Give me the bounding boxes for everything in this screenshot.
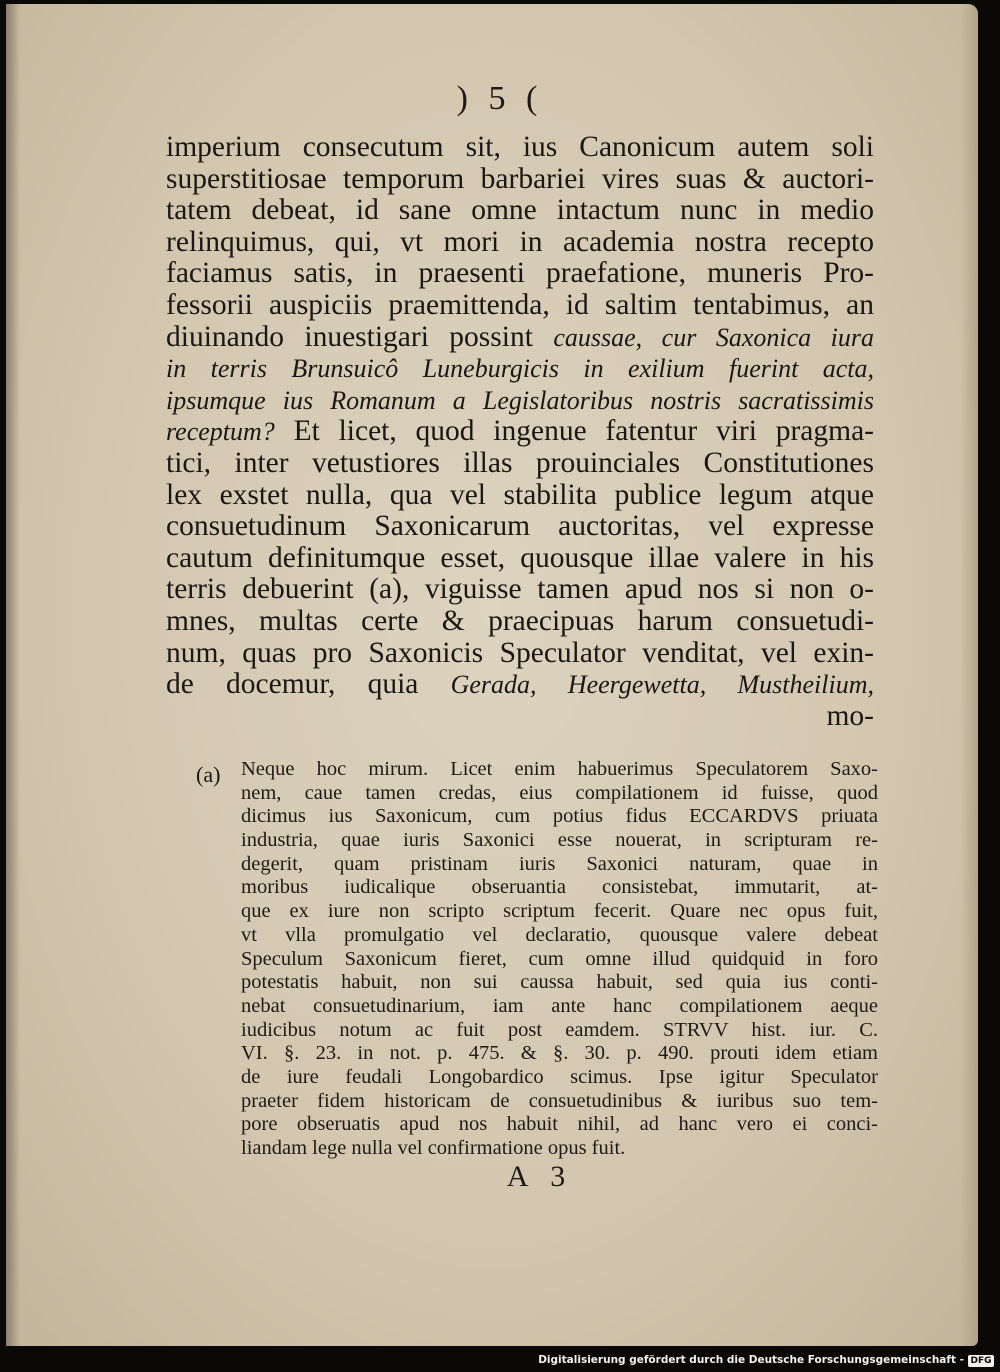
page-number: ) 5 ( xyxy=(456,80,544,117)
page-gutter-shadow xyxy=(6,4,20,1346)
text-line: consuetudinum Saxonicarum auctoritas, vel expresse xyxy=(166,510,874,543)
text-line xyxy=(166,385,874,417)
footnote-line: iudicibus notum ac fuit post eamdem. STRVV hist. iur. C. xyxy=(241,1018,878,1041)
text-line: superstitiosae temporum barbariei vires suas & auctori- xyxy=(166,162,874,195)
italic-question: in terris Brunsuicô Luneburgicis in exilium fuerint acta, xyxy=(166,354,874,384)
text-line: cautum definitumque esset, quousque illae valere in his xyxy=(166,541,874,574)
italic-question: ipsumque ius Romanum a Legislatoribus nostris sacratissimis xyxy=(166,385,874,415)
catchword: mo- xyxy=(826,699,874,732)
footnote-line: degerit, quam pristinam iuris Saxonici naturam, quae in xyxy=(241,852,878,875)
footnote-line: nebat consuetudinarium, iam ante hanc compilationem aeque xyxy=(241,994,878,1017)
footnote-line: que ex iure non scripto scriptum fecerit. Quare nec opus fuit, xyxy=(241,900,878,923)
page-edge-shadow xyxy=(960,4,978,1346)
footnote-line: vt vlla promulgatio vel declaratio, quousque valere debeat xyxy=(241,923,878,946)
text-line: imperium consecutum sit, ius Canonicum autem soli xyxy=(166,131,874,163)
footnote-marker: (a) xyxy=(196,762,221,787)
footnote xyxy=(241,758,878,1161)
footnote-line: nem, caue tamen credas, eius compilationem id fuisse, quod xyxy=(241,781,878,804)
footnote-reference: (a), xyxy=(369,573,410,606)
footnote-line: Neque hoc mirum. Licet enim habuerimus Speculatorem Saxo- xyxy=(241,758,878,780)
footnote-line: industria, quae iuris Saxonici esse nouerat, in scripturam re- xyxy=(241,829,878,852)
text-line xyxy=(166,669,874,701)
text-line: faciamus satis, in praesenti praefatione, muneris Pro- xyxy=(166,257,874,290)
text-line: mnes, multas certe & praecipuas harum consuetudi- xyxy=(166,604,874,637)
italic-question: caussae, cur Saxonica iura xyxy=(553,322,874,352)
text-line xyxy=(166,416,874,448)
footnote-line: potestatis habuit, non sui caussa habuit, sed quia ius conti- xyxy=(241,971,878,994)
digitization-credit: Digitalisierung gefördert durch die Deutsche Forschungsgemeinschaft - xyxy=(538,1354,964,1366)
text-line xyxy=(166,353,874,385)
text-line: num, quas pro Saxonicis Speculator venditat, vel exin- xyxy=(166,636,874,669)
footnote-line: de iure feudali Longobardico scimus. Ipse igitur Speculator xyxy=(241,1065,878,1088)
text-segment: de docemur, quia xyxy=(166,668,419,701)
main-text xyxy=(166,132,874,732)
text-line xyxy=(166,322,874,354)
dfg-logo-icon: DFG xyxy=(968,1355,994,1367)
footnote-line: VI. §. 23. in not. p. 475. & §. 30. p. 490. prouti idem etiam xyxy=(241,1042,878,1065)
footnote-line: praeter fidem historicam de consuetudinibus & iuribus suo tem- xyxy=(241,1089,878,1112)
text-segment: viguisse tamen apud nos si non o- xyxy=(424,573,875,606)
text-line: fessorii auspiciis praemittenda, id saltim tentabimus, an xyxy=(166,288,874,321)
footnote-line: pore obseruatis apud nos habuit nihil, ad hanc vero ei conci- xyxy=(241,1113,878,1136)
text-line: relinquimus, qui, vt mori in academia nostra recepto xyxy=(166,225,874,258)
text-line: tatem debeat, id sane omne intactum nunc in medio xyxy=(166,194,874,227)
footnote-line: moribus iudicalique obseruantia consistebat, immutarit, at- xyxy=(241,876,878,899)
footnote-line: dicimus ius Saxonicum, cum potius fidus ECCARDVS priuata xyxy=(241,805,878,828)
italic-terms: Gerada, Heergewetta, Mustheilium, xyxy=(450,670,874,700)
text-line xyxy=(166,574,874,606)
signature-mark: A 3 xyxy=(506,1160,574,1193)
text-segment: diuinando inuestigari possint xyxy=(166,320,533,353)
text-segment: terris debuerint xyxy=(166,573,354,606)
italic-question: receptum? xyxy=(166,417,275,447)
footnote-line: liandam lege nulla vel confirmatione opus fuit. xyxy=(241,1137,626,1159)
text-line: tici, inter vetustiores illas prouinciales Constitutiones xyxy=(166,446,874,479)
text-line: lex exstet nulla, qua vel stabilita publice legum atque xyxy=(166,478,874,511)
footnote-line: Speculum Saxonicum fieret, cum omne illud quidquid in foro xyxy=(241,947,878,970)
text-segment: Et licet, quod ingenue fatentur viri pragma- xyxy=(293,415,875,448)
